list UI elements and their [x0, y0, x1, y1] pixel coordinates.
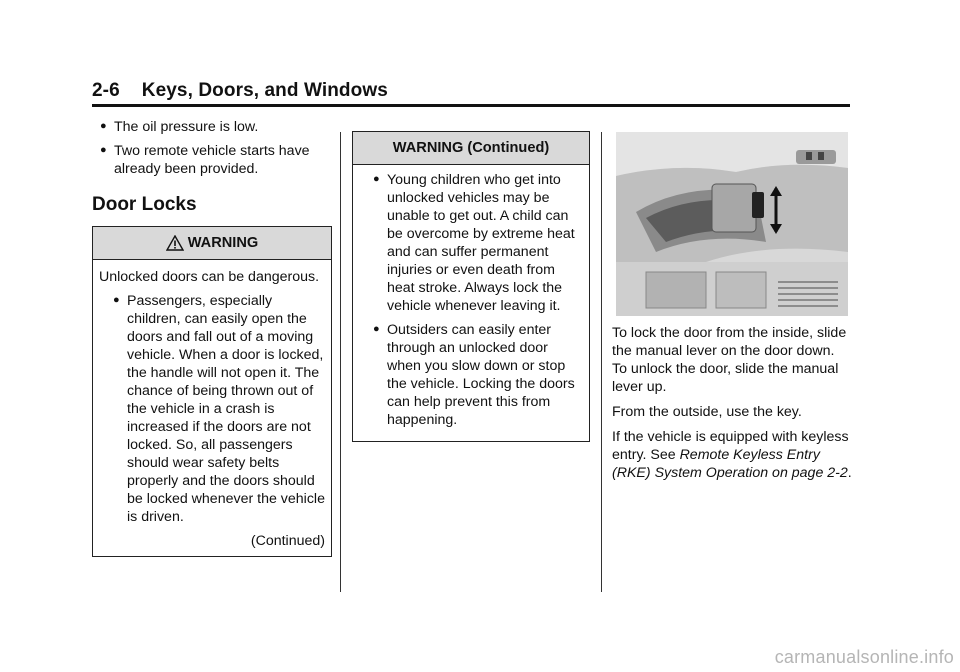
warning-list: [365, 171, 583, 429]
header-rule: [92, 104, 850, 107]
list-item: ● Two remote vehicle starts have already been provided.: [100, 143, 310, 177]
warning-title: WARNING: [93, 227, 331, 260]
condition-list: [92, 118, 332, 178]
column-1: [92, 118, 332, 557]
column-3: [612, 118, 852, 489]
list-item: ● The oil pressure is low.: [100, 119, 259, 135]
column-divider-2: [601, 132, 602, 592]
warning-body: [353, 165, 589, 441]
warning-box: [92, 226, 332, 557]
warning-list: [105, 292, 325, 526]
column-divider-1: [340, 132, 341, 592]
paragraph: From the outside, use the key.: [612, 404, 802, 420]
cross-reference: Remote Keyless Entry (RKE) System Operation on page 2-2: [612, 447, 848, 481]
warning-triangle-icon: [166, 235, 184, 251]
warning-intro: Unlocked doors can be dangerous.: [99, 269, 320, 285]
warning-body: [93, 260, 331, 556]
section-heading: Door Locks: [92, 194, 197, 215]
page-number: 2-6: [92, 80, 120, 101]
door-lock-lever-photo: [616, 132, 848, 316]
list-item: ● Passengers, especially children, can easily open the doors and fall out of a moving vehicle. When a door is locked, the handle will not open it. The chance of being thrown out of the vehicle in a crash is increased if the doors are not locked. So, all passengers should wear safety belts properly and the doors should be locked whenever the vehicle is driven.: [113, 293, 325, 525]
warning-title: WARNING (Continued): [353, 132, 589, 165]
bullet-icon: ●: [100, 120, 107, 132]
paragraph: If the vehicle is equipped with keyless entry. See Remote Keyless Entry (RKE) System Operation on page 2-2.: [612, 429, 852, 481]
bullet-icon: ●: [373, 323, 380, 335]
list-item: ● Young children who get into unlocked vehicles may be unable to get out. A child can be overcome by extreme heat and can suffer permanent injuries or even death from heat stroke. Always lock the vehicle whenever leaving it.: [373, 172, 575, 314]
bullet-icon: ●: [113, 294, 120, 306]
page-header: [92, 80, 850, 102]
watermark: carmanualsonline.info: [774, 647, 954, 667]
bullet-icon: ●: [373, 173, 380, 185]
paragraph: To lock the door from the inside, slide the manual lever on the door down. To unlock the door, slide the manual lever up.: [612, 325, 847, 395]
warning-box-continued: [352, 131, 590, 442]
section-title: Keys, Doors, and Windows: [141, 80, 388, 101]
column-2: [352, 131, 590, 442]
list-item: ● Outsiders can easily enter through an unlocked door when you slow down or stop the vehicle. Locking the doors can help prevent this from happening.: [373, 322, 575, 428]
continued-label: (Continued): [250, 533, 325, 549]
bullet-icon: ●: [100, 144, 107, 156]
